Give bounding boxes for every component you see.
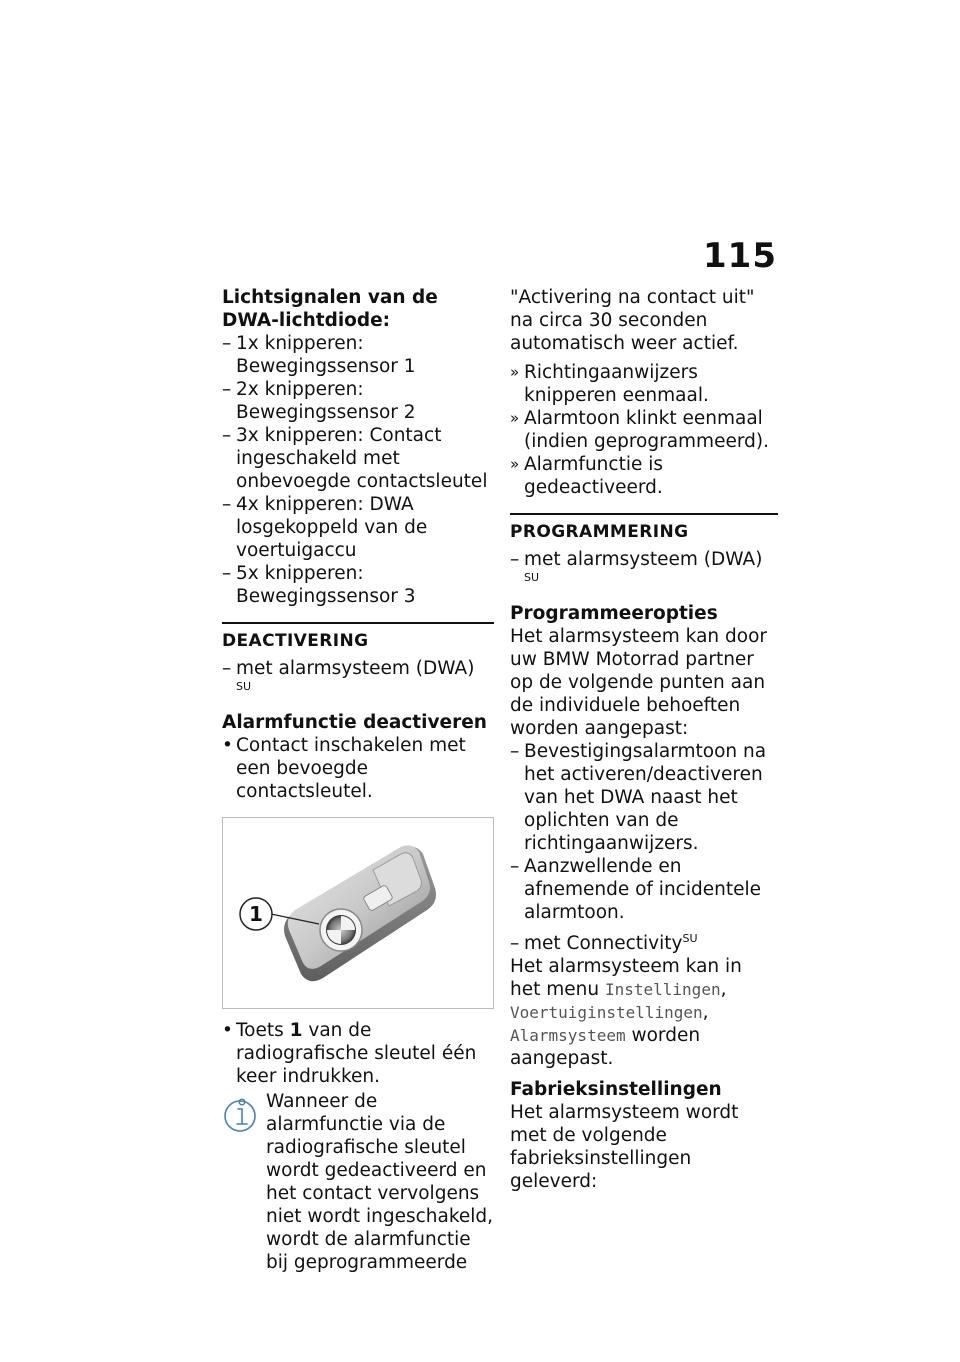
section-title-programmering: PROGRAMMERING bbox=[510, 522, 689, 542]
signal-item: – 3x knipperen: Contact ingeschakeld met onbevoegde contactsleutel bbox=[222, 424, 494, 493]
result-item: » Alarmtoon klinkt eenmaal (indien geprogrammeerd). bbox=[510, 407, 778, 453]
menu-path-3: Alarmsysteem bbox=[510, 1026, 626, 1045]
signal-item: – 1x knipperen: Bewegingssensor 1 bbox=[222, 332, 494, 378]
radio-key-illustration bbox=[223, 818, 493, 1008]
requirement-connectivity: – met Connectivity$^{SU}$ bbox=[510, 932, 778, 955]
fabriek-heading: Fabrieksinstellingen bbox=[510, 1079, 722, 1100]
alarm-deact-heading: Alarmfunctie deactiveren bbox=[222, 712, 487, 733]
requirement-dwa: – met alarmsysteem (DWA) $^{SU}$ bbox=[510, 548, 778, 594]
su-marker: SU bbox=[682, 931, 698, 945]
signal-item: – 2x knipperen: Bewegingssensor 2 bbox=[222, 378, 494, 424]
signal-item: – 5x knipperen: Bewegingssensor 3 bbox=[222, 562, 494, 608]
opties-text: Het alarmsysteem kan door uw BMW Motorrad partner op de volgende punten aan de individuele behoeften worden aangepast: bbox=[510, 626, 768, 739]
step-item: • Toets 1 van de radiografische sleutel één keer indrukken. bbox=[222, 1019, 494, 1088]
section-title-deactivering: DEACTIVERING bbox=[222, 631, 369, 651]
signals-heading: Lichtsignalen van de DWA-lichtdiode: bbox=[222, 287, 438, 331]
menu-text: Het alarmsysteem kan in het menu Instellingen, Voertuiginstellingen, Alarmsysteem worden aangepast. bbox=[510, 956, 742, 1069]
result-item: » Richtingaanwijzers knipperen eenmaal. bbox=[510, 361, 778, 407]
requirement-dwa: – met alarmsysteem (DWA) $^{SU}$ bbox=[222, 657, 494, 703]
info-text: Wanneer de alarmfunctie via de radiografische sleutel wordt gedeactiveerd en het contact vervolgens niet wordt ingeschakeld, wordt de alarmfunctie bij geprogrammeerde bbox=[266, 1091, 494, 1273]
right-column bbox=[510, 286, 778, 1193]
su-marker: SU bbox=[236, 679, 252, 693]
su-marker: SU bbox=[524, 570, 540, 584]
optie-item: – Aanzwellende en afnemende of incidentele alarmtoon. bbox=[510, 855, 778, 924]
key-figure bbox=[222, 817, 494, 1009]
continued-text: "Activering na contact uit" na circa 30 seconden automatisch weer actief. bbox=[510, 287, 755, 354]
opties-heading: Programmeeropties bbox=[510, 603, 718, 624]
page-number: 115 bbox=[703, 236, 777, 276]
optie-item: – Bevestigingsalarmtoon na het activeren/deactiveren van het DWA naast het oplichten van de richtingaanwijzers. bbox=[510, 740, 778, 855]
left-column bbox=[222, 286, 494, 1274]
info-icon bbox=[222, 1092, 264, 1134]
fabriek-text: Het alarmsysteem wordt met de volgende fabrieksinstellingen geleverd: bbox=[510, 1102, 739, 1192]
menu-path-2: Voertuiginstellingen bbox=[510, 1003, 703, 1022]
signal-item: – 4x knipperen: DWA losgekoppeld van de voertuigaccu bbox=[222, 493, 494, 562]
callout-1: 1 bbox=[249, 902, 263, 926]
menu-path-1: Instellingen bbox=[604, 980, 721, 999]
step-item: • Contact inschakelen met een bevoegde contactsleutel. bbox=[222, 734, 494, 803]
section-programmering bbox=[510, 513, 778, 544]
result-item: » Alarmfunctie is gedeactiveerd. bbox=[510, 453, 778, 499]
info-note bbox=[222, 1090, 494, 1274]
section-deactivering bbox=[222, 622, 494, 653]
